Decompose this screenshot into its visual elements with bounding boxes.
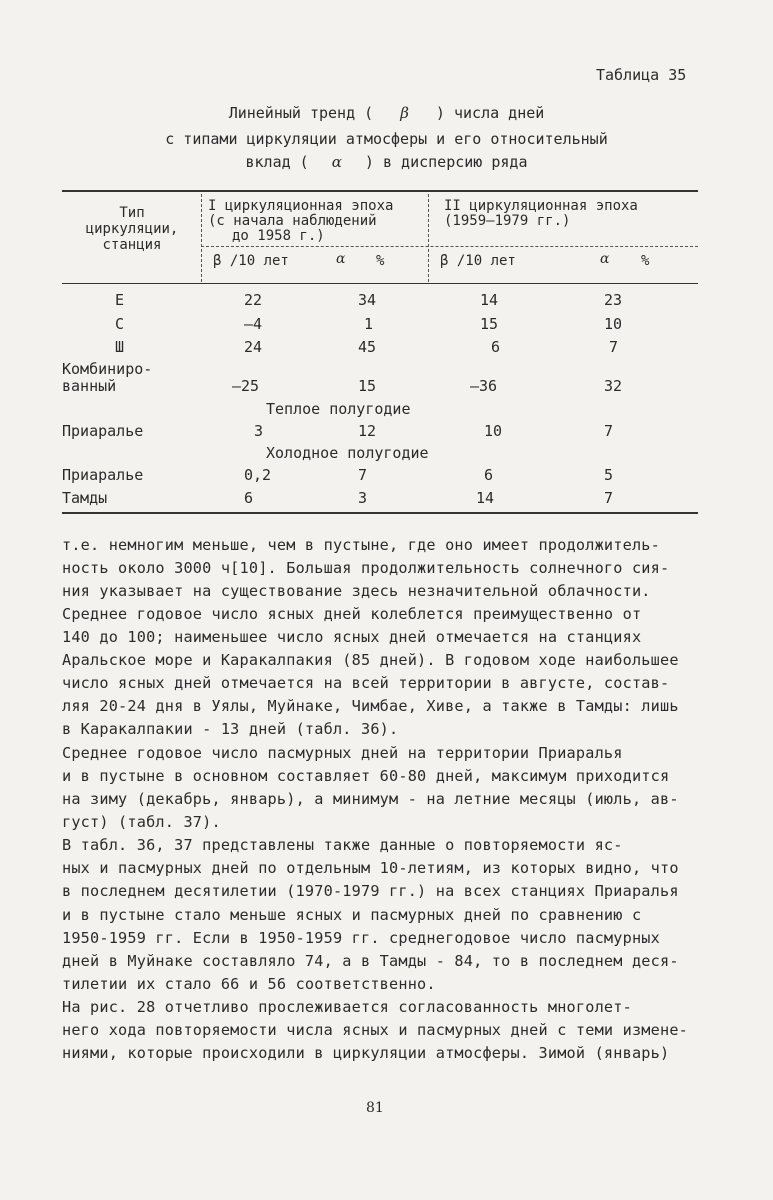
section-title-cold: Холодное полугодие xyxy=(266,444,429,462)
text-line: ния указывает на существование здесь незначительной облачности. xyxy=(62,582,651,600)
text-line: него хода повторяемости числа ясных и пасмурных дней с теми измене- xyxy=(62,1021,689,1039)
beta-symbol: β xyxy=(400,104,409,122)
column-divider xyxy=(428,194,429,282)
page-number: 81 xyxy=(366,1100,384,1116)
text-line: и в пустыне стало меньше ясных и пасмурных дней по сравнению с xyxy=(62,906,642,924)
text-line: 1950-1959 гг. Если в 1950-1959 гг. среднегодовое число пасмурных xyxy=(62,929,660,947)
header-type: Тип циркуляции, станция xyxy=(85,205,179,253)
header-epoch-2: II циркуляционная эпоха (1959–1979 гг.) xyxy=(444,198,638,229)
alpha-symbol: α xyxy=(331,153,342,171)
text-line: число ясных дней отмечается на всей территории в августе, состав- xyxy=(62,674,670,692)
table-label: Таблица 35 xyxy=(596,66,687,84)
text-line: и в пустыне в основном составляет 60-80 дней, максимум приходится xyxy=(62,767,670,785)
text-line: густ) (табл. 37). xyxy=(62,813,221,831)
subheader-pct-1: % xyxy=(376,253,385,269)
text-line: ляя 20-24 дня в Уялы, Муйнаке, Чимбае, Хиве, а также в Тамды: лишь xyxy=(62,697,679,715)
caption-line-3: вклад ( α ) в дисперсию ряда xyxy=(245,153,528,171)
text-line: на зиму (декабрь, январь), а минимум - на летние месяцы (июль, ав- xyxy=(62,790,679,808)
text-line: Среднее годовое число пасмурных дней на территории Приаралья xyxy=(62,744,623,762)
text-line: Аральское море и Каракалпакия (85 дней). В годовом ходе наибольшее xyxy=(62,651,679,669)
text-line: 140 до 100; наименьшее число ясных дней отмечается на станциях xyxy=(62,628,642,646)
text-line: ниями, которые происходили в циркуляции атмосферы. Зимой (январь) xyxy=(62,1044,670,1062)
text-line: тилетии их стало 66 и 56 соответственно. xyxy=(62,975,436,993)
subheader-alpha-1: α xyxy=(336,251,346,267)
caption-line-1: Линейный тренд ( β ) числа дней xyxy=(228,104,545,122)
table-bottom-rule xyxy=(62,512,698,514)
section-title-warm: Теплое полугодие xyxy=(266,400,411,418)
table-top-rule xyxy=(62,190,698,192)
text-line: Среднее годовое число ясных дней колеблется преимущественно от xyxy=(62,605,642,623)
text-line: в Каракалпакии - 13 дней (табл. 36). xyxy=(62,720,399,738)
subheader-alpha-2: α xyxy=(600,251,610,267)
header-divider xyxy=(201,246,698,247)
text-line: ность около 3000 ч[10]. Большая продолжительность солнечного сия- xyxy=(62,559,670,577)
text-line: в последнем десятилетии (1970-1979 гг.) на всех станциях Приаралья xyxy=(62,882,679,900)
text-line: т.е. немногим меньше, чем в пустыне, где оно имеет продолжитель- xyxy=(62,536,660,554)
text-line: дней в Муйнаке составляло 74, а в Тамды - 84, то в последнем деся- xyxy=(62,952,679,970)
subheader-pct-2: % xyxy=(641,253,650,269)
header-bottom-rule xyxy=(62,283,698,284)
subheader-beta-1: β /10 лет xyxy=(213,253,289,269)
text-line: На рис. 28 отчетливо прослеживается согласованность многолет- xyxy=(62,998,632,1016)
header-epoch-1: I циркуляционная эпоха (с начала наблюдений до 1958 г.) xyxy=(208,198,394,244)
caption-line-2: с типами циркуляции атмосферы и его относительный xyxy=(165,130,608,148)
subheader-beta-2: β /10 лет xyxy=(440,253,516,269)
text-line: В табл. 36, 37 представлены также данные о повторяемости яс- xyxy=(62,836,623,854)
text-line: ных и пасмурных дней по отдельным 10-летиям, из которых видно, что xyxy=(62,859,679,877)
